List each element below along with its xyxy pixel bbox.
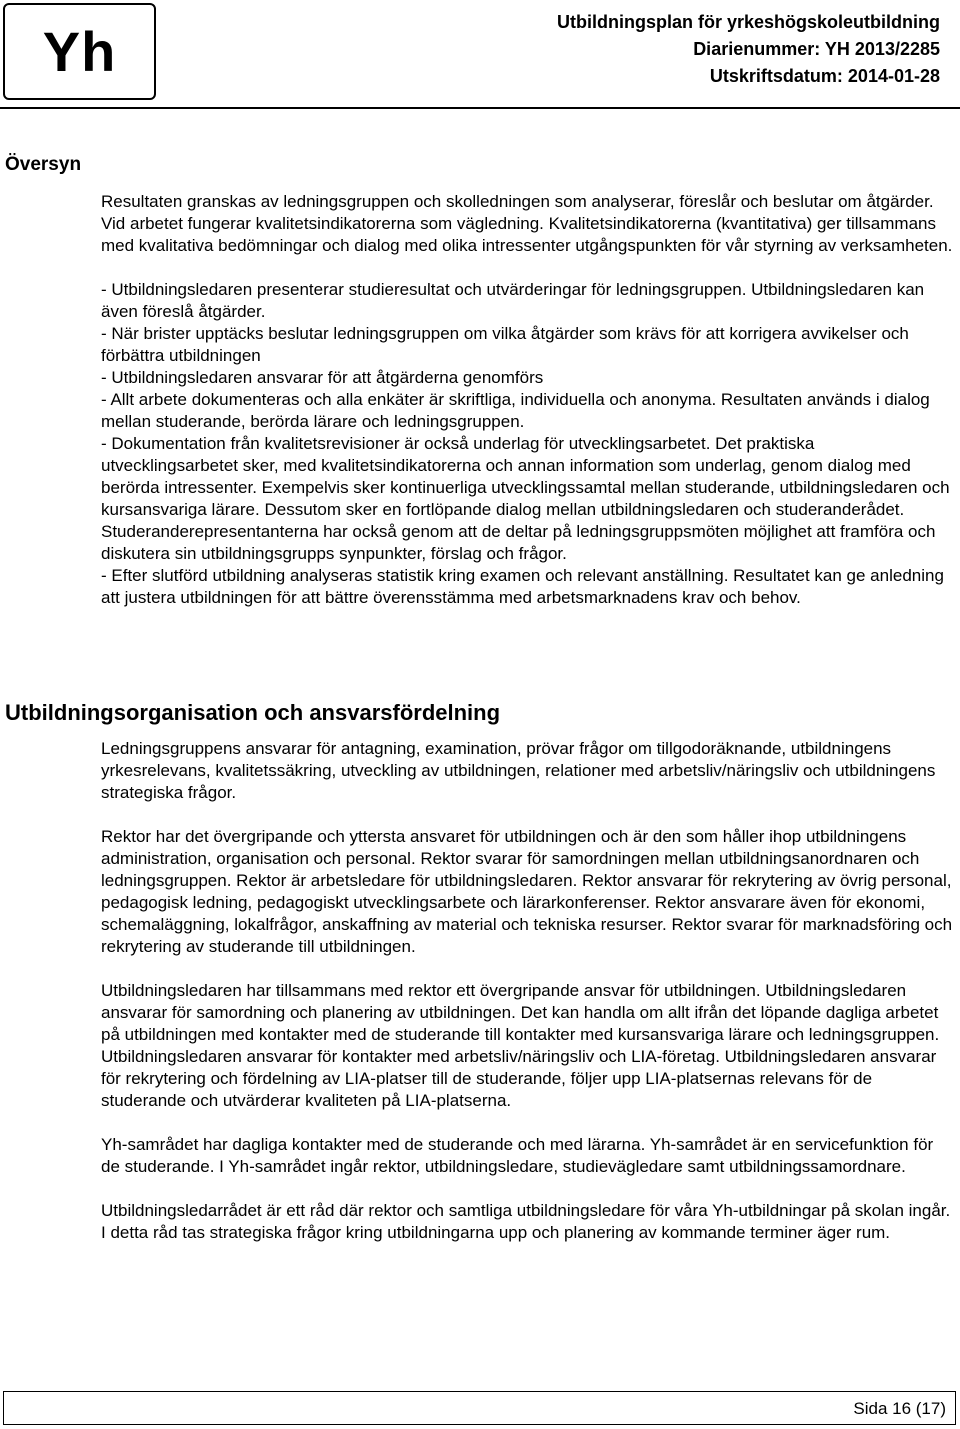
oversyn-item: - Dokumentation från kvalitetsrevisioner är också underlag för utvecklingsarbetet. Det praktiska utvecklingsarbetet sker, med kvalitetsindikatorerna och annan information som underlag, genom dialog med berörda intressenter. Exempelvis sker kontinuerliga utvecklingssamtal mellan studerande, utbildningsledaren och kursansvariga lärare. Dessutom sker en fortlöpande dialog mellan utbildningsledaren och studeranderådet. Studeranderepresentanterna har också genom att de deltar på ledningsgruppsmöten möjlighet att framföra och diskutera sin utbildningsgrupps synpunkter, förslag och frågor. [101,434,950,563]
organisation-paragraph: Utbildningsledarrådet är ett råd där rektor och samtliga utbildningsledare för våra Yh-utbildningar på skolan ingår. I detta råd tas strategiska frågor kring utbildningarna upp och planering av kommande terminer äger rum. [101,1201,951,1242]
oversyn-item: - Utbildningsledaren presenterar studieresultat och utvärderingar för ledningsgruppen. Utbildningsledaren kan även föreslå åtgärder. [101,280,925,321]
yh-logo [3,3,156,100]
organisation-paragraph: Yh-samrådet har dagliga kontakter med de studerande och med lärarna. Yh-samrådet är en servicefunktion för de studerande. I Yh-samrådet ingår rektor, utbildningsledare, studievägledare samt utbildningssamordnare. [101,1135,934,1176]
utskriftsdatum: Utskriftsdatum: 2014-01-28 [709,66,940,86]
oversyn-body [101,191,953,609]
oversyn-intro: Resultaten granskas av ledningsgruppen och skolledningen som analyserar, föreslår och beslutar om åtgärder. Vid arbetet fungerar kvalitetsindikatorerna som vägledning. Kvalitetsindikatorerna (kvantitativa) ger tillsammans med kvalitativa bedömningar och dialog med olika intressenter utgångspunkten för vår styrning av verksamheten. [101,192,953,255]
section-heading-organisation: Utbildningsorganisation och ansvarsfördelning [5,700,501,725]
header-divider [0,107,960,109]
organisation-body [101,738,953,1244]
oversyn-item: - När brister upptäcks beslutar ledningsgruppen om vilka åtgärder som krävs för att korrigera avvikelser och förbättra utbildningen [101,324,909,365]
organisation-paragraph: Ledningsgruppens ansvarar för antagning, examination, prövar frågor om tillgodoräknande, utbildningens yrkesrelevans, kvalitetssäkring, utveckling av utbildningen, relationer med arbetsliv/näringsliv och utbildningens strategiska frågor. [101,739,936,802]
organisation-paragraph: Utbildningsledaren har tillsammans med rektor ett övergripande ansvar för utbildningen. Utbildningsledaren ansvarar för samordning och planering av utbildningen. Det kan handla om allt ifrån det löpande dagliga arbetet på utbildningen med kontakter med de studerande till kontakter med kursansvariga lärare och ledningsgruppen. Utbildningsledaren ansvarar för kontakter med arbetsliv/näringsliv och LIA-företag. Utbildningsledaren ansvarar för rekrytering och fördelning av LIA-platser till de studerande, följer upp LIA-platsernas relevans för de studerande och utvärderar kvaliteten på LIA-platserna. [101,981,940,1110]
organisation-paragraph: Rektor har det övergripande och yttersta ansvaret för utbildningen och är den som håller ihop utbildningens administration, organisation och personal. Rektor svarar för samordningen mellan utbildningsanordnaren och ledningsgruppen. Rektor är arbetsledare för utbildningsledaren. Rektor ansvarar för rekrytering av övrig personal, pedagogisk ledning, pedagogiskt utvecklingsarbete och lärarkonferenser. Rektor ansvarare även för ekonomi, schemaläggning, lokalfrågor, anskaffning av material och tekniska resurser. Rektor svarar för marknadsföring och rekrytering av studerande till utbildningen. [101,827,953,956]
oversyn-item: - Utbildningsledaren ansvarar för att åtgärderna genomförs [101,368,544,387]
oversyn-item: - Efter slutförd utbildning analyseras statistik kring examen och relevant anställning. Resultatet kan ge anledning att justera utbildningen för att bättre överensstämma med arbetsmarknadens krav och behov. [101,566,944,607]
document-title: Utbildningsplan för yrkeshögskoleutbildning [556,12,940,32]
document-header [557,9,940,90]
section-heading-oversyn: Översyn [5,154,82,175]
logo-text: Yh [42,20,117,83]
diarienummer: Diarienummer: YH 2013/2285 [693,39,940,59]
page-number: Sida 16 (17) [853,1399,946,1418]
oversyn-item: - Allt arbete dokumenteras och alla enkäter är skriftliga, individuella och anonyma. Resultaten används i dialog mellan studerande, berörda lärare och ledningsgruppen. [101,390,930,431]
page-footer [3,1391,956,1425]
